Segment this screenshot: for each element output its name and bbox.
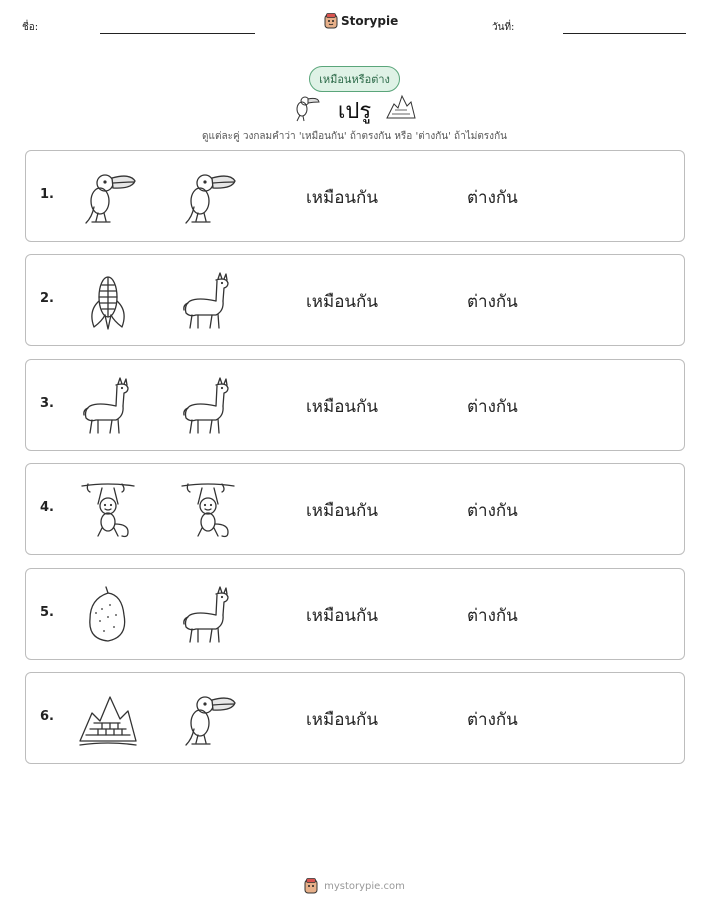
question-row [25,672,685,764]
question-number: 6. [40,708,54,724]
different-option[interactable]: ต่างกัน [467,292,518,313]
ruins-icon [78,689,138,749]
different-option[interactable]: ต่างกัน [467,396,518,417]
different-option[interactable]: ต่างกัน [467,501,518,522]
monkey-icon [78,480,138,540]
corn-icon [78,271,138,331]
ruins-small-icon [386,92,416,120]
question-number: 4. [40,500,54,516]
same-option[interactable]: เหมือนกัน [306,709,378,730]
brand-name: Storypie [341,14,399,28]
brand-logo [324,13,398,29]
monkey-icon [178,480,238,540]
name-label: ชื่อ: [22,22,39,33]
llama-icon [178,585,238,645]
question-row [25,568,685,660]
storypie-mascot-icon [324,13,338,29]
same-option[interactable]: เหมือนกัน [306,501,378,522]
question-number: 2. [40,291,54,307]
same-option[interactable]: เหมือนกัน [306,188,378,208]
different-option[interactable]: ต่างกัน [467,605,518,626]
llama-icon [178,376,238,436]
fruit-icon [78,585,138,645]
llama-icon [178,271,238,331]
question-number: 5. [40,604,54,620]
name-line[interactable] [100,33,255,34]
date-label: วันที่: [492,22,515,33]
llama-icon [78,376,138,436]
storypie-mascot-icon [304,878,318,894]
date-line[interactable] [563,33,686,34]
question-list [25,150,685,776]
question-row [25,359,685,451]
toucan-icon [178,689,238,749]
instructions: ดูแต่ละคู่ วงกลมคำว่า 'เหมือนกัน' ถ้าตรงกัน หรือ 'ต่างกัน' ถ้าไม่ตรงกัน [202,131,507,142]
question-row [25,463,685,555]
question-number: 1. [40,187,54,202]
question-row [25,254,685,346]
toucan-icon [78,167,138,227]
same-option[interactable]: เหมือนกัน [306,292,378,313]
same-option[interactable]: เหมือนกัน [306,605,378,626]
page-title: เปรู [337,99,372,124]
question-row [25,150,685,242]
toucan-icon [178,167,238,227]
footer [0,878,709,894]
same-option[interactable]: เหมือนกัน [306,396,378,417]
question-number: 3. [40,395,54,411]
different-option[interactable]: ต่างกัน [467,188,518,208]
different-option[interactable]: ต่างกัน [467,709,518,730]
worksheet-type-badge: เหมือนหรือต่าง [309,66,400,92]
footer-site[interactable]: mystorypie.com [324,880,405,892]
